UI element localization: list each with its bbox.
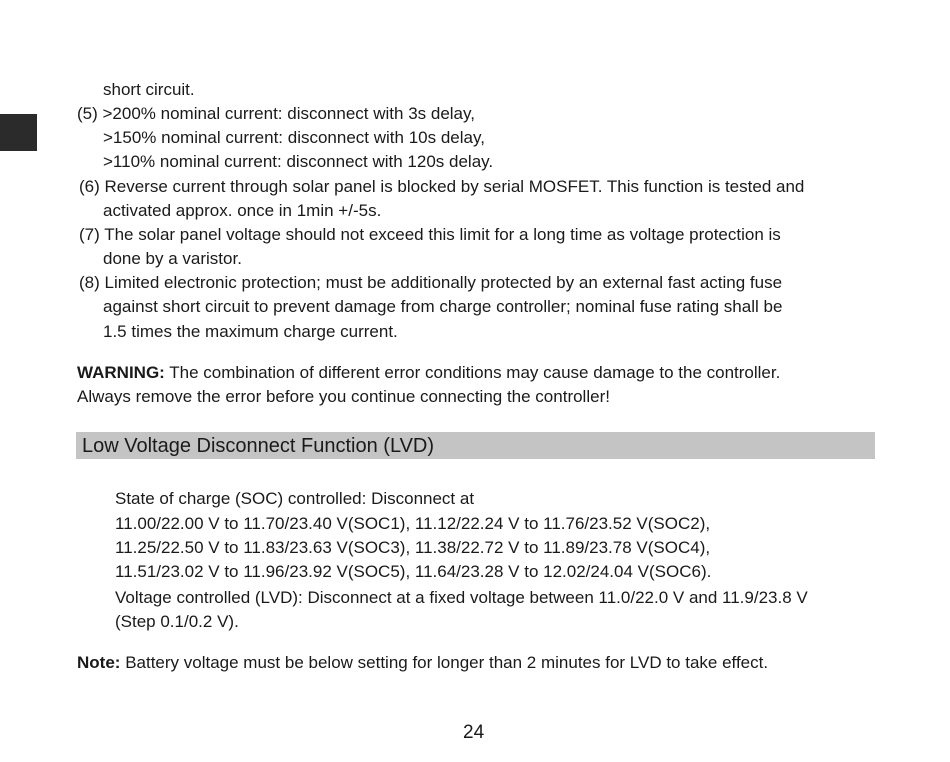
- intro-line-7a: (7) The solar panel voltage should not exceed this limit for a long time as voltage protection is: [79, 225, 781, 244]
- warning-line-2: Always remove the error before you continue connecting the controller!: [77, 387, 610, 406]
- warning-line-1: [77, 363, 780, 383]
- note-text: Battery voltage must be below setting for longer than 2 minutes for LVD to take effect.: [125, 653, 769, 672]
- section-title: Low Voltage Disconnect Function (LVD): [82, 435, 435, 457]
- intro-line-6a: (6) Reverse current through solar panel is blocked by serial MOSFET. This function is tested and: [79, 177, 805, 196]
- lvd-line-3: 11.25/22.50 V to 11.83/23.63 V(SOC3), 11.38/22.72 V to 11.89/23.78 V(SOC4),: [115, 538, 711, 557]
- chapter-tab-marker: [0, 114, 37, 151]
- warning-text-1: The combination of different error conditions may cause damage to the controller.: [169, 363, 781, 382]
- intro-line-8c: 1.5 times the maximum charge current.: [103, 322, 398, 341]
- lvd-line-1: State of charge (SOC) controlled: Disconnect at: [115, 489, 475, 508]
- page-number: 24: [463, 722, 485, 743]
- intro-line-short-circuit: short circuit.: [103, 80, 195, 99]
- intro-line-8b: against short circuit to prevent damage from charge controller; nominal fuse rating shall be: [103, 297, 783, 316]
- warning-label: WARNING:: [77, 363, 165, 382]
- lvd-line-5: Voltage controlled (LVD): Disconnect at a fixed voltage between 11.0/22.0 V and 11.9/23.8 V: [115, 588, 808, 607]
- lvd-line-2: 11.00/22.00 V to 11.70/23.40 V(SOC1), 11.12/22.24 V to 11.76/23.52 V(SOC2),: [115, 514, 711, 533]
- note-line: [77, 653, 768, 673]
- intro-line-7b: done by a varistor.: [103, 249, 242, 268]
- intro-line-5b: >150% nominal current: disconnect with 10s delay,: [103, 128, 485, 147]
- section-header-bar: [76, 432, 875, 459]
- intro-line-5c: >110% nominal current: disconnect with 120s delay.: [103, 152, 494, 171]
- intro-line-5a: (5) >200% nominal current: disconnect with 3s delay,: [77, 104, 475, 123]
- lvd-line-4: 11.51/23.02 V to 11.96/23.92 V(SOC5), 11.64/23.28 V to 12.02/24.04 V(SOC6).: [115, 562, 712, 581]
- lvd-line-6: (Step 0.1/0.2 V).: [115, 612, 239, 631]
- intro-line-6b: activated approx. once in 1min +/-5s.: [103, 201, 382, 220]
- intro-line-8a: (8) Limited electronic protection; must be additionally protected by an external fast acting fuse: [79, 273, 783, 292]
- note-label: Note:: [77, 653, 121, 672]
